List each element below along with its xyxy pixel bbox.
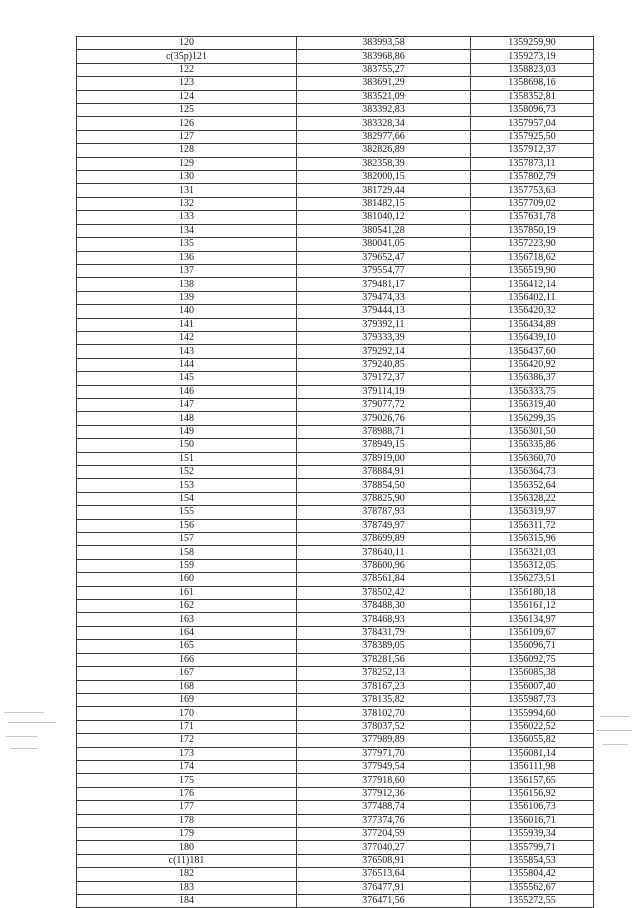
y-coordinate-cell: 1357925,50 (471, 130, 594, 143)
table-row (77, 63, 594, 76)
y-coordinate-cell: 1356161,12 (471, 600, 594, 613)
y-coordinate-cell: 1356312,05 (471, 559, 594, 572)
y-coordinate-cell: 1356180,18 (471, 586, 594, 599)
x-coordinate-cell: 379652,47 (297, 251, 471, 264)
point-number-cell: 142 (77, 331, 297, 344)
point-number-cell: 156 (77, 519, 297, 532)
point-number-cell: 153 (77, 479, 297, 492)
y-coordinate-cell: 1356081,14 (471, 747, 594, 760)
scan-artifact-left (4, 712, 44, 713)
x-coordinate-cell: 378825,90 (297, 492, 471, 505)
y-coordinate-cell: 1359273,19 (471, 50, 594, 63)
y-coordinate-cell: 1356156,92 (471, 787, 594, 800)
point-number-cell: 182 (77, 868, 297, 881)
x-coordinate-cell: 379240,85 (297, 358, 471, 371)
table-row (77, 895, 594, 908)
point-number-cell: 161 (77, 586, 297, 599)
x-coordinate-cell: 378037,52 (297, 720, 471, 733)
coordinates-table-body (77, 37, 594, 908)
table-row (77, 345, 594, 358)
x-coordinate-cell: 376471,56 (297, 895, 471, 908)
x-coordinate-cell: 377949,54 (297, 760, 471, 773)
y-coordinate-cell: 1356352,64 (471, 479, 594, 492)
point-number-cell: 122 (77, 63, 297, 76)
coordinates-table (76, 36, 594, 908)
x-coordinate-cell: 380041,05 (297, 238, 471, 251)
point-number-cell: 160 (77, 573, 297, 586)
table-row (77, 466, 594, 479)
x-coordinate-cell: 382826,89 (297, 144, 471, 157)
table-row (77, 452, 594, 465)
y-coordinate-cell: 1357802,79 (471, 171, 594, 184)
table-row (77, 787, 594, 800)
table-row (77, 600, 594, 613)
table-row (77, 77, 594, 90)
table-row (77, 157, 594, 170)
table-row (77, 104, 594, 117)
x-coordinate-cell: 378787,93 (297, 506, 471, 519)
table-row (77, 868, 594, 881)
x-coordinate-cell: 378600,96 (297, 559, 471, 572)
point-number-cell: c(35p)121 (77, 50, 297, 63)
x-coordinate-cell: 379392,11 (297, 318, 471, 331)
y-coordinate-cell: 1357957,04 (471, 117, 594, 130)
point-number-cell: 158 (77, 546, 297, 559)
x-coordinate-cell: 378988,71 (297, 425, 471, 438)
x-coordinate-cell: 378949,15 (297, 439, 471, 452)
y-coordinate-cell: 1356360,70 (471, 452, 594, 465)
x-coordinate-cell: 379474,33 (297, 291, 471, 304)
y-coordinate-cell: 1356434,89 (471, 318, 594, 331)
x-coordinate-cell: 378919,00 (297, 452, 471, 465)
table-row (77, 425, 594, 438)
point-number-cell: 163 (77, 613, 297, 626)
x-coordinate-cell: 381729,44 (297, 184, 471, 197)
x-coordinate-cell: 377912,36 (297, 787, 471, 800)
y-coordinate-cell: 1359259,90 (471, 37, 594, 50)
point-number-cell: 123 (77, 77, 297, 90)
table-row (77, 171, 594, 184)
x-coordinate-cell: 383993,58 (297, 37, 471, 50)
x-coordinate-cell: 382358,39 (297, 157, 471, 170)
table-row (77, 90, 594, 103)
x-coordinate-cell: 378749,97 (297, 519, 471, 532)
point-number-cell: 169 (77, 693, 297, 706)
x-coordinate-cell: 378389,05 (297, 640, 471, 653)
x-coordinate-cell: 379114,19 (297, 385, 471, 398)
y-coordinate-cell: 1356022,52 (471, 720, 594, 733)
point-number-cell: 172 (77, 734, 297, 747)
y-coordinate-cell: 1358823,03 (471, 63, 594, 76)
y-coordinate-cell: 1356157,65 (471, 774, 594, 787)
y-coordinate-cell: 1358096,73 (471, 104, 594, 117)
y-coordinate-cell: 1357223,90 (471, 238, 594, 251)
y-coordinate-cell: 1356092,75 (471, 653, 594, 666)
y-coordinate-cell: 1356311,72 (471, 519, 594, 532)
scan-artifact-left (6, 736, 38, 737)
table-row (77, 801, 594, 814)
point-number-cell: 176 (77, 787, 297, 800)
point-number-cell: 130 (77, 171, 297, 184)
x-coordinate-cell: 378561,84 (297, 573, 471, 586)
point-number-cell: 127 (77, 130, 297, 143)
point-number-cell: 155 (77, 506, 297, 519)
x-coordinate-cell: 383392,83 (297, 104, 471, 117)
x-coordinate-cell: 383755,27 (297, 63, 471, 76)
y-coordinate-cell: 1356299,35 (471, 412, 594, 425)
table-row (77, 573, 594, 586)
point-number-cell: 120 (77, 37, 297, 50)
table-row (77, 144, 594, 157)
point-number-cell: 149 (77, 425, 297, 438)
y-coordinate-cell: 1356106,73 (471, 801, 594, 814)
table-row (77, 506, 594, 519)
point-number-cell: 147 (77, 398, 297, 411)
table-row (77, 358, 594, 371)
x-coordinate-cell: 378431,79 (297, 626, 471, 639)
y-coordinate-cell: 1357912,37 (471, 144, 594, 157)
x-coordinate-cell: 379026,76 (297, 412, 471, 425)
table-row (77, 760, 594, 773)
table-row (77, 479, 594, 492)
point-number-cell: 137 (77, 264, 297, 277)
table-row (77, 707, 594, 720)
y-coordinate-cell: 1356439,10 (471, 331, 594, 344)
point-number-cell: 167 (77, 667, 297, 680)
y-coordinate-cell: 1356109,67 (471, 626, 594, 639)
point-number-cell: 150 (77, 439, 297, 452)
x-coordinate-cell: 379077,72 (297, 398, 471, 411)
table-row (77, 264, 594, 277)
y-coordinate-cell: 1356111,98 (471, 760, 594, 773)
point-number-cell: 173 (77, 747, 297, 760)
point-number-cell: 132 (77, 197, 297, 210)
table-row (77, 640, 594, 653)
y-coordinate-cell: 1356016,71 (471, 814, 594, 827)
point-number-cell: 157 (77, 533, 297, 546)
table-row (77, 747, 594, 760)
table-row (77, 238, 594, 251)
point-number-cell: 144 (77, 358, 297, 371)
table-row (77, 117, 594, 130)
table-row (77, 492, 594, 505)
table-row (77, 184, 594, 197)
y-coordinate-cell: 1357850,19 (471, 224, 594, 237)
point-number-cell: 129 (77, 157, 297, 170)
point-number-cell: c(11)181 (77, 854, 297, 867)
x-coordinate-cell: 377918,60 (297, 774, 471, 787)
y-coordinate-cell: 1355939,34 (471, 827, 594, 840)
y-coordinate-cell: 1356134,97 (471, 613, 594, 626)
x-coordinate-cell: 381040,12 (297, 211, 471, 224)
table-row (77, 653, 594, 666)
point-number-cell: 128 (77, 144, 297, 157)
y-coordinate-cell: 1356420,92 (471, 358, 594, 371)
point-number-cell: 139 (77, 291, 297, 304)
point-number-cell: 136 (77, 251, 297, 264)
point-number-cell: 177 (77, 801, 297, 814)
x-coordinate-cell: 378102,70 (297, 707, 471, 720)
table-row (77, 827, 594, 840)
x-coordinate-cell: 377488,74 (297, 801, 471, 814)
point-number-cell: 138 (77, 278, 297, 291)
x-coordinate-cell: 378167,23 (297, 680, 471, 693)
x-coordinate-cell: 377374,76 (297, 814, 471, 827)
table-row (77, 586, 594, 599)
y-coordinate-cell: 1355994,60 (471, 707, 594, 720)
y-coordinate-cell: 1356718,62 (471, 251, 594, 264)
table-row (77, 881, 594, 894)
x-coordinate-cell: 378281,56 (297, 653, 471, 666)
x-coordinate-cell: 378488,30 (297, 600, 471, 613)
point-number-cell: 159 (77, 559, 297, 572)
y-coordinate-cell: 1356412,14 (471, 278, 594, 291)
y-coordinate-cell: 1357873,11 (471, 157, 594, 170)
table-row (77, 854, 594, 867)
table-row (77, 667, 594, 680)
table-row (77, 224, 594, 237)
y-coordinate-cell: 1356437,60 (471, 345, 594, 358)
y-coordinate-cell: 1356096,71 (471, 640, 594, 653)
table-row (77, 533, 594, 546)
point-number-cell: 141 (77, 318, 297, 331)
point-number-cell: 174 (77, 760, 297, 773)
y-coordinate-cell: 1358698,16 (471, 77, 594, 90)
point-number-cell: 164 (77, 626, 297, 639)
point-number-cell: 183 (77, 881, 297, 894)
y-coordinate-cell: 1356315,96 (471, 533, 594, 546)
x-coordinate-cell: 379292,14 (297, 345, 471, 358)
scan-artifact-right (596, 730, 632, 731)
point-number-cell: 162 (77, 600, 297, 613)
table-row (77, 372, 594, 385)
table-row (77, 680, 594, 693)
point-number-cell: 171 (77, 720, 297, 733)
x-coordinate-cell: 378854,50 (297, 479, 471, 492)
point-number-cell: 131 (77, 184, 297, 197)
x-coordinate-cell: 376513,64 (297, 868, 471, 881)
x-coordinate-cell: 377204,59 (297, 827, 471, 840)
x-coordinate-cell: 379333,39 (297, 331, 471, 344)
x-coordinate-cell: 379481,17 (297, 278, 471, 291)
point-number-cell: 152 (77, 466, 297, 479)
point-number-cell: 184 (77, 895, 297, 908)
table-row (77, 774, 594, 787)
point-number-cell: 180 (77, 841, 297, 854)
table-row (77, 305, 594, 318)
point-number-cell: 148 (77, 412, 297, 425)
table-row (77, 37, 594, 50)
x-coordinate-cell: 383968,86 (297, 50, 471, 63)
point-number-cell: 165 (77, 640, 297, 653)
point-number-cell: 124 (77, 90, 297, 103)
x-coordinate-cell: 378135,82 (297, 693, 471, 706)
table-row (77, 546, 594, 559)
scan-artifact-left (8, 722, 56, 723)
x-coordinate-cell: 376508,91 (297, 854, 471, 867)
table-row (77, 693, 594, 706)
y-coordinate-cell: 1357753,63 (471, 184, 594, 197)
y-coordinate-cell: 1356007,40 (471, 680, 594, 693)
point-number-cell: 145 (77, 372, 297, 385)
y-coordinate-cell: 1356273,51 (471, 573, 594, 586)
table-row (77, 398, 594, 411)
y-coordinate-cell: 1356319,40 (471, 398, 594, 411)
point-number-cell: 179 (77, 827, 297, 840)
table-row (77, 385, 594, 398)
x-coordinate-cell: 382977,66 (297, 130, 471, 143)
x-coordinate-cell: 378640,11 (297, 546, 471, 559)
x-coordinate-cell: 378884,91 (297, 466, 471, 479)
x-coordinate-cell: 378502,42 (297, 586, 471, 599)
table-row (77, 130, 594, 143)
point-number-cell: 143 (77, 345, 297, 358)
y-coordinate-cell: 1356335,86 (471, 439, 594, 452)
y-coordinate-cell: 1355987,73 (471, 693, 594, 706)
point-number-cell: 133 (77, 211, 297, 224)
point-number-cell: 166 (77, 653, 297, 666)
scan-artifact-right (600, 716, 630, 717)
point-number-cell: 154 (77, 492, 297, 505)
table-row (77, 626, 594, 639)
table-row (77, 720, 594, 733)
point-number-cell: 134 (77, 224, 297, 237)
point-number-cell: 140 (77, 305, 297, 318)
point-number-cell: 178 (77, 814, 297, 827)
point-number-cell: 146 (77, 385, 297, 398)
table-row (77, 251, 594, 264)
table-row (77, 439, 594, 452)
table-row (77, 278, 594, 291)
point-number-cell: 125 (77, 104, 297, 117)
y-coordinate-cell: 1356386,37 (471, 372, 594, 385)
table-row (77, 50, 594, 63)
y-coordinate-cell: 1355799,71 (471, 841, 594, 854)
table-row (77, 291, 594, 304)
scan-artifact-left (10, 748, 38, 749)
y-coordinate-cell: 1356321,03 (471, 546, 594, 559)
y-coordinate-cell: 1357631,78 (471, 211, 594, 224)
y-coordinate-cell: 1355272,55 (471, 895, 594, 908)
y-coordinate-cell: 1355562,67 (471, 881, 594, 894)
y-coordinate-cell: 1358352,81 (471, 90, 594, 103)
y-coordinate-cell: 1356328,22 (471, 492, 594, 505)
table-row (77, 841, 594, 854)
y-coordinate-cell: 1356402,11 (471, 291, 594, 304)
y-coordinate-cell: 1356085,38 (471, 667, 594, 680)
x-coordinate-cell: 377040,27 (297, 841, 471, 854)
x-coordinate-cell: 383521,09 (297, 90, 471, 103)
x-coordinate-cell: 383328,34 (297, 117, 471, 130)
table-row (77, 613, 594, 626)
x-coordinate-cell: 380541,28 (297, 224, 471, 237)
point-number-cell: 151 (77, 452, 297, 465)
table-row (77, 814, 594, 827)
table-row (77, 734, 594, 747)
scan-artifact-right (602, 744, 628, 745)
table-row (77, 318, 594, 331)
x-coordinate-cell: 377971,70 (297, 747, 471, 760)
point-number-cell: 168 (77, 680, 297, 693)
table-row (77, 211, 594, 224)
x-coordinate-cell: 378252,13 (297, 667, 471, 680)
y-coordinate-cell: 1356333,75 (471, 385, 594, 398)
table-row (77, 519, 594, 532)
x-coordinate-cell: 377989,89 (297, 734, 471, 747)
x-coordinate-cell: 381482,15 (297, 197, 471, 210)
y-coordinate-cell: 1355804,42 (471, 868, 594, 881)
x-coordinate-cell: 378699,89 (297, 533, 471, 546)
point-number-cell: 126 (77, 117, 297, 130)
y-coordinate-cell: 1356364,73 (471, 466, 594, 479)
y-coordinate-cell: 1356055,82 (471, 734, 594, 747)
x-coordinate-cell: 379172,37 (297, 372, 471, 385)
y-coordinate-cell: 1355854,53 (471, 854, 594, 867)
point-number-cell: 175 (77, 774, 297, 787)
table-row (77, 331, 594, 344)
y-coordinate-cell: 1356519,90 (471, 264, 594, 277)
y-coordinate-cell: 1357709,02 (471, 197, 594, 210)
table-row (77, 559, 594, 572)
y-coordinate-cell: 1356319,97 (471, 506, 594, 519)
point-number-cell: 135 (77, 238, 297, 251)
x-coordinate-cell: 376477,91 (297, 881, 471, 894)
x-coordinate-cell: 378468,93 (297, 613, 471, 626)
table-row (77, 197, 594, 210)
x-coordinate-cell: 382000,15 (297, 171, 471, 184)
x-coordinate-cell: 379554,77 (297, 264, 471, 277)
table-row (77, 412, 594, 425)
x-coordinate-cell: 383691,29 (297, 77, 471, 90)
y-coordinate-cell: 1356301,50 (471, 425, 594, 438)
x-coordinate-cell: 379444,13 (297, 305, 471, 318)
point-number-cell: 170 (77, 707, 297, 720)
y-coordinate-cell: 1356420,32 (471, 305, 594, 318)
